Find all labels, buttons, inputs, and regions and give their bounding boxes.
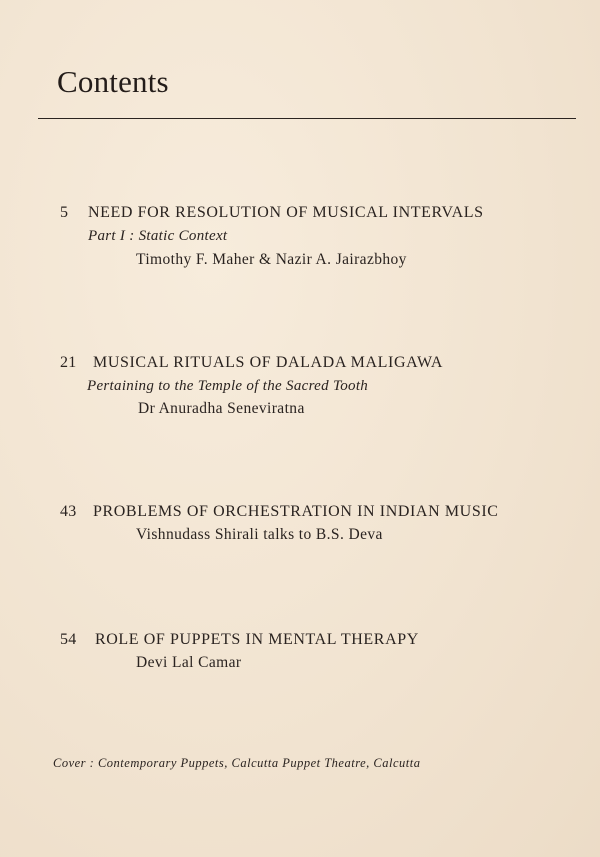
- entry-heading: MUSICAL RITUALS OF DALADA MALIGAWA: [93, 354, 444, 371]
- cover-caption: Cover : Contemporary Puppets, Calcutta Puppet Theatre, Calcutta: [53, 756, 421, 770]
- entry-page-number: 21: [60, 354, 77, 371]
- entry-subtitle: Pertaining to the Temple of the Sacred Tooth: [87, 378, 369, 394]
- entry-heading: NEED FOR RESOLUTION OF MUSICAL INTERVALS: [88, 204, 484, 221]
- title-divider: [38, 118, 576, 119]
- entry-page-number: 43: [60, 503, 77, 520]
- entry-page-number: 54: [60, 631, 77, 648]
- entry-heading: ROLE OF PUPPETS IN MENTAL THERAPY: [95, 631, 419, 648]
- entry-author: Devi Lal Camar: [136, 654, 242, 671]
- entry-heading: PROBLEMS OF ORCHESTRATION IN INDIAN MUSIC: [93, 503, 499, 520]
- entry-author: Vishnudass Shirali talks to B.S. Deva: [136, 526, 383, 543]
- entry-author: Timothy F. Maher & Nazir A. Jairazbhoy: [136, 251, 407, 268]
- entry-page-number: 5: [60, 204, 69, 221]
- entry-subtitle: Part I : Static Context: [88, 228, 228, 244]
- page-title: Contents: [57, 64, 169, 99]
- entry-author: Dr Anuradha Seneviratna: [138, 400, 305, 417]
